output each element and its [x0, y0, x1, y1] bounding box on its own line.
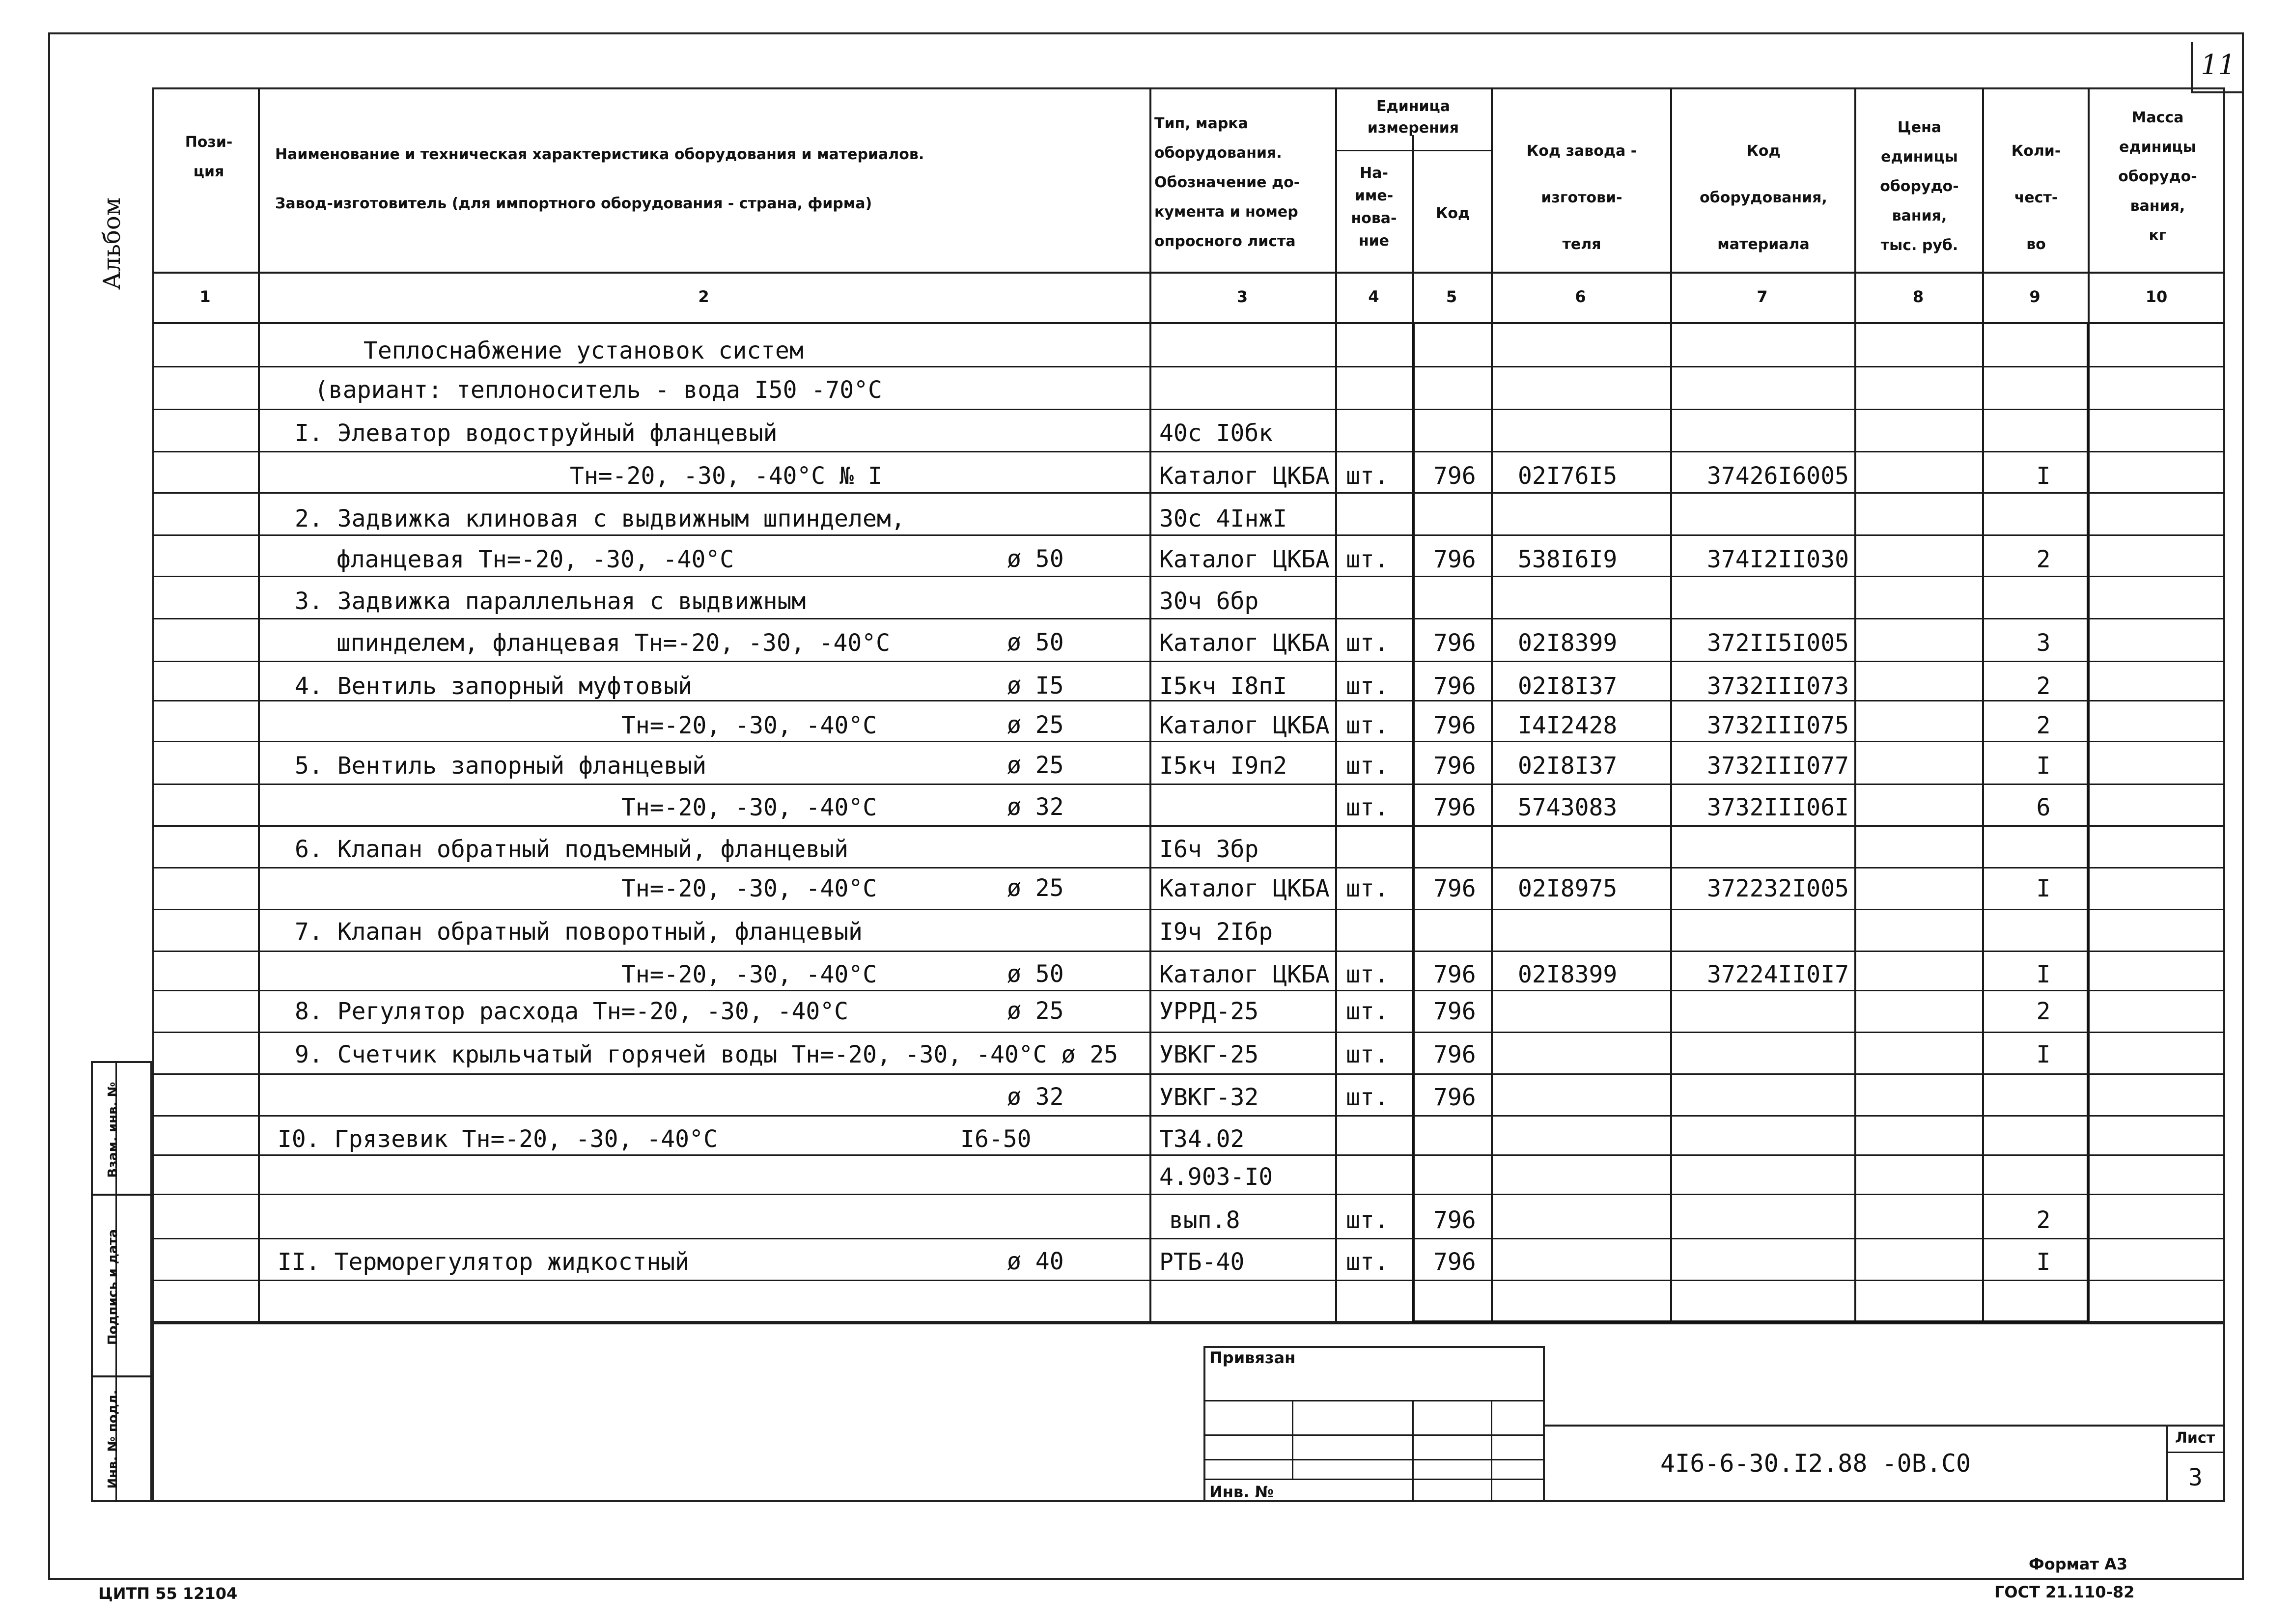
table-row-unit: шт. — [1346, 1084, 1389, 1111]
header-unit-name-line3: нова- — [1351, 210, 1397, 227]
table-row-plant: 538I6I9 — [1518, 546, 1618, 573]
table-row-name: 8. Регулятор расхода Тн=-20, -30, -40°С — [295, 998, 849, 1025]
row-separator — [152, 492, 2225, 494]
table-row-qty: 2 — [2036, 672, 2051, 700]
stamp-line — [1203, 1459, 1545, 1460]
header-type — [1154, 109, 1334, 256]
table-row-equip: 372II5I005 — [1707, 629, 1849, 657]
header-unit-name-line4: ние — [1358, 232, 1390, 250]
table-row-type: Каталог ЦКБА — [1159, 961, 1330, 988]
row-separator — [152, 451, 2225, 452]
table-row-qty: 2 — [2036, 712, 2051, 739]
table-row-name: 7. Клапан обратный поворотный, фланцевый — [295, 918, 863, 946]
table-row-plant: 02I8975 — [1518, 875, 1618, 902]
table-row-plant: 02I8399 — [1518, 961, 1618, 988]
table-row-type: 30с 4IнжI — [1159, 505, 1287, 532]
column-number: 5 — [1446, 287, 1457, 306]
row-separator — [152, 534, 2225, 536]
header-price — [1857, 113, 1982, 260]
table-row-diameter: ø 50 — [1007, 629, 1064, 656]
header-name — [275, 130, 924, 228]
table-row-name: 3. Задвижка параллельная с выдвижным — [295, 588, 806, 615]
stamp-line — [1412, 1400, 1414, 1502]
header-qty-line2: чест- — [2014, 189, 2058, 206]
table-row-unit: шт. — [1346, 672, 1389, 700]
table-row-qty: I — [2036, 961, 2051, 988]
header-qty-line1: Коли- — [2011, 142, 2061, 160]
table-row-name: I0. Грязевик Тн=-20, -30, -40°С — [278, 1125, 718, 1153]
table-row-code: 796 — [1433, 794, 1476, 821]
table-row-title: Теплоснабжение установок систем — [363, 337, 804, 364]
header-equip-code-line1: Код — [1746, 142, 1781, 160]
stamp-line — [1203, 1434, 1545, 1436]
table-row-type: Каталог ЦКБА — [1159, 462, 1330, 490]
table-row-equip: 3732III06I — [1707, 794, 1849, 821]
table-row-qty: 2 — [2036, 1206, 2051, 1234]
table-row-name: 4. Вентиль запорный муфтовый — [295, 672, 693, 700]
table-row-diameter: ø 50 — [1007, 960, 1064, 988]
corner-mark: 11 — [2201, 49, 2236, 81]
table-row-qty: 2 — [2036, 546, 2051, 573]
row-separator — [152, 784, 2225, 785]
row-separator — [152, 825, 2225, 827]
table-row-unit: шт. — [1346, 961, 1389, 988]
header-mass-line3: оборудо- — [2118, 168, 2197, 185]
table-row-type: УВКГ-25 — [1159, 1041, 1259, 1068]
table-row-equip: 3732III077 — [1707, 752, 1849, 780]
table-row-type: Каталог ЦКБА — [1159, 875, 1330, 902]
column-number: 6 — [1575, 287, 1586, 306]
row-separator — [152, 1280, 2225, 1281]
table-row-name: Тн=-20, -30, -40°С — [621, 712, 877, 739]
table-row-code: 796 — [1433, 875, 1476, 902]
header-divider — [1335, 150, 1492, 151]
table-row-plant: 02I8I37 — [1518, 672, 1618, 700]
table-row-type: Каталог ЦКБА — [1159, 546, 1330, 573]
code-line — [1545, 1425, 2225, 1427]
column-number: 8 — [1912, 287, 1924, 306]
inv-no-label: Инв. № — [1209, 1483, 1274, 1501]
table-row-equip: 374I2II030 — [1707, 546, 1849, 573]
table-row-diameter: ø 32 — [1007, 1083, 1064, 1111]
table-row-name: Тн=-20, -30, -40°С — [621, 875, 877, 902]
table-row-qty: I — [2036, 462, 2051, 490]
table-row-name: 9. Счетчик крыльчатый горячей воды Тн=-20, -30, -40°С ø 25 — [295, 1041, 1118, 1068]
column-number: 2 — [698, 287, 709, 306]
table-row-diameter: ø 25 — [1007, 997, 1064, 1025]
table-row-qty: 6 — [2036, 794, 2051, 821]
row-separator — [152, 867, 2225, 868]
header-mass — [2090, 103, 2225, 251]
header-name-line2: Завод-изготовитель (для импортного оборудования - страна, фирма) — [275, 195, 872, 212]
table-row-diameter: ø 25 — [1007, 752, 1064, 779]
footer-left: ЦИТП 55 12104 — [98, 1584, 238, 1603]
header-type-line5: опросного листа — [1154, 233, 1296, 250]
column-number: 3 — [1236, 287, 1248, 306]
table-row-type: вып.8 — [1169, 1206, 1240, 1234]
table-row-unit: шт. — [1346, 1041, 1389, 1068]
table-row-qty: 2 — [2036, 998, 2051, 1025]
column-number: 7 — [1757, 287, 1768, 306]
table-row-code: 796 — [1433, 629, 1476, 657]
header-mass-line2: единицы — [2119, 139, 2196, 156]
stamp-line — [1491, 1400, 1492, 1502]
table-row-unit: шт. — [1346, 629, 1389, 657]
header-mass-line4: вания, — [2130, 197, 2185, 215]
table-row-code: 796 — [1433, 1041, 1476, 1068]
table-row-type: I9ч 2Iбр — [1159, 918, 1273, 946]
table-row-diameter: ø 40 — [1007, 1248, 1064, 1275]
table-row-code: 796 — [1433, 1248, 1476, 1276]
table-row-unit: шт. — [1346, 1248, 1389, 1276]
table-row-code: 796 — [1433, 1206, 1476, 1234]
table-row-name: фланцевая Тн=-20, -30, -40°С — [336, 546, 734, 573]
row-separator — [152, 951, 2225, 952]
column-number: 1 — [199, 287, 211, 306]
header-mass-line1: Масса — [2131, 109, 2184, 126]
table-row-name: 5. Вентиль запорный фланцевый — [295, 752, 707, 780]
table-row-type: Т34.02 — [1159, 1125, 1245, 1153]
table-row-diameter: ø 32 — [1007, 793, 1064, 821]
sheet-line — [2166, 1452, 2225, 1453]
row-separator — [152, 661, 2225, 662]
doc-code: 4I6-6-30.I2.88 -0В.С0 — [1660, 1449, 1971, 1478]
table-row-unit: шт. — [1346, 752, 1389, 780]
row-separator — [152, 1194, 2225, 1195]
table-row-unit: шт. — [1346, 462, 1389, 490]
table-row-unit: шт. — [1346, 712, 1389, 739]
table-row-name: Тн=-20, -30, -40°С — [621, 794, 877, 821]
table-row-type: РТБ-40 — [1159, 1248, 1245, 1276]
header-position-line2: ция — [193, 163, 224, 180]
table-row-code: 796 — [1433, 712, 1476, 739]
header-price-line4: вания, — [1892, 207, 1947, 224]
row-separator — [152, 1238, 2225, 1239]
table-row-code: 796 — [1433, 672, 1476, 700]
sheet-number: 3 — [2188, 1464, 2203, 1491]
table-row-unit: шт. — [1346, 794, 1389, 821]
column-number: 9 — [2029, 287, 2040, 306]
replace-inv-label: Взам. инв. № — [106, 1082, 120, 1178]
table-row-equip: 3732III075 — [1707, 712, 1849, 739]
table-row-diameter: ø 50 — [1007, 545, 1064, 573]
album-text: Альбом — [98, 197, 126, 290]
table-row-code: 796 — [1433, 752, 1476, 780]
header-unit-line1: Единица — [1376, 98, 1450, 115]
table-row-qty: 3 — [2036, 629, 2051, 657]
row-separator — [152, 618, 2225, 619]
row-separator — [152, 909, 2225, 910]
table-row-mark: I6-50 — [960, 1125, 1032, 1153]
row-separator — [152, 576, 2225, 577]
header-qty-line3: во — [2026, 236, 2046, 253]
header-price-line3: оборудо- — [1880, 178, 1959, 195]
table-row-plant: 02I8I37 — [1518, 752, 1618, 780]
header-price-line2: единицы — [1881, 148, 1958, 166]
table-row-unit: шт. — [1346, 1206, 1389, 1234]
table-row-name: I. Элеватор водоструйный фланцевый — [295, 420, 778, 447]
header-type-line1: Тип, марка — [1154, 115, 1248, 132]
table-row-plant: I4I2428 — [1518, 712, 1618, 739]
header-type-line4: кумента и номер — [1154, 203, 1298, 221]
table-row-diameter: ø I5 — [1007, 672, 1064, 700]
sheet-label: Лист — [2175, 1429, 2215, 1447]
header-position — [162, 128, 255, 187]
table-row-qty: I — [2036, 1041, 2051, 1068]
footer-gost: ГОСТ 21.110-82 — [1994, 1583, 2135, 1601]
table-row-type: Каталог ЦКБА — [1159, 712, 1330, 739]
table-row-subtitle: (вариант: теплоноситель - вода I50 -70°С — [314, 376, 882, 404]
column-number: 4 — [1368, 287, 1379, 306]
header-type-line3: Обозначение до- — [1154, 174, 1300, 191]
table-row-type: УВКГ-32 — [1159, 1084, 1259, 1111]
header-unit-name-line2: име- — [1354, 187, 1394, 204]
table-row-equip: 37224II0I7 — [1707, 961, 1849, 988]
header-unit-code: Код — [1435, 205, 1470, 222]
header-plant-code — [1493, 128, 1670, 268]
row-separator — [152, 1115, 2225, 1117]
row-separator — [152, 366, 2225, 367]
table-row-unit: шт. — [1346, 875, 1389, 902]
table-row-equip: 37426I6005 — [1707, 462, 1849, 490]
table-row-qty: I — [2036, 875, 2051, 902]
stamp-line — [1292, 1400, 1293, 1479]
header-unit-line2: измерения — [1367, 119, 1459, 137]
table-row-unit: шт. — [1346, 998, 1389, 1025]
table-row-diameter: ø 25 — [1007, 874, 1064, 902]
header-equip-code — [1673, 128, 1854, 268]
table-row-type: I5кч I9п2 — [1159, 752, 1287, 780]
row-separator — [152, 990, 2225, 991]
header-plant-code-line1: Код завода - — [1526, 142, 1637, 160]
colnum-bottom — [152, 322, 2225, 324]
table-row-type: 40с I0бк — [1159, 420, 1273, 447]
table-row-equip: 3732III073 — [1707, 672, 1849, 700]
table-row-name: шпинделем, фланцевая Тн=-20, -30, -40°С — [336, 629, 891, 657]
table-row-diameter: ø 25 — [1007, 711, 1064, 739]
table-row-type: УРРД-25 — [1159, 998, 1259, 1025]
table-row-plant: 5743083 — [1518, 794, 1618, 821]
header-bottom — [152, 272, 2225, 274]
table-row-equip: 372232I005 — [1707, 875, 1849, 902]
table-row-code: 796 — [1433, 998, 1476, 1025]
row-separator — [152, 1154, 2225, 1156]
table-row-type: I6ч 3бр — [1159, 836, 1259, 863]
header-unit-name — [1337, 162, 1411, 252]
header-qty — [1985, 128, 2088, 268]
table-row-name: 2. Задвижка клиновая с выдвижным шпинделем, — [295, 505, 905, 532]
footer-format: Формат А3 — [2029, 1555, 2128, 1573]
row-separator — [152, 741, 2225, 742]
header-unit — [1337, 96, 1489, 139]
table-row-type: Каталог ЦКБА — [1159, 629, 1330, 657]
table-row-code: 796 — [1433, 961, 1476, 988]
header-mass-line5: кг — [2149, 227, 2167, 244]
table-row-qty: I — [2036, 752, 2051, 780]
header-equip-code-line3: материала — [1717, 236, 1810, 253]
table-row-code: 796 — [1433, 1084, 1476, 1111]
header-price-line1: Цена — [1897, 119, 1942, 136]
table-row-code: 796 — [1433, 462, 1476, 490]
header-type-line2: оборудования. — [1154, 144, 1282, 162]
stamp-line — [1203, 1400, 1545, 1401]
header-equip-code-line2: оборудования, — [1700, 189, 1827, 206]
table-row-unit: шт. — [1346, 546, 1389, 573]
header-plant-code-line2: изготови- — [1541, 189, 1622, 206]
header-price-line5: тыс. руб. — [1880, 237, 1958, 254]
table-row-plant: 02I76I5 — [1518, 462, 1618, 490]
table-row-type: 4.903-I0 — [1159, 1163, 1273, 1191]
table-row-name: Тн=-20, -30, -40°С № I — [570, 462, 882, 490]
table-row-type: I5кч I8пI — [1159, 672, 1287, 700]
table-row-name: Тн=-20, -30, -40°С — [621, 961, 877, 988]
row-separator — [152, 1073, 2225, 1075]
table-row-type: 30ч 6бр — [1159, 588, 1259, 615]
table-row-name: 6. Клапан обратный подъемный, фланцевый — [295, 836, 849, 863]
header-plant-code-line3: теля — [1562, 236, 1601, 253]
row-separator — [152, 409, 2225, 410]
header-unit-name-line1: На- — [1360, 165, 1388, 182]
privyazan-label: Привязан — [1209, 1348, 1296, 1367]
side-label-album — [98, 182, 128, 290]
column-number: 10 — [2145, 287, 2168, 306]
table-row-qty: I — [2036, 1248, 2051, 1276]
header-position-line1: Пози- — [185, 134, 233, 151]
signature-date-label: Подпись и дата — [106, 1229, 120, 1345]
stamp-line — [1203, 1479, 1545, 1480]
table-row-plant: 02I8399 — [1518, 629, 1618, 657]
original-inv-label: Инв. № подл. — [106, 1390, 120, 1489]
row-separator — [152, 1032, 2225, 1033]
table-row-code: 796 — [1433, 546, 1476, 573]
header-name-line1: Наименование и техническая характеристика оборудования и материалов. — [275, 146, 924, 163]
table-row-name: II. Терморегулятор жидкостный — [278, 1248, 690, 1276]
